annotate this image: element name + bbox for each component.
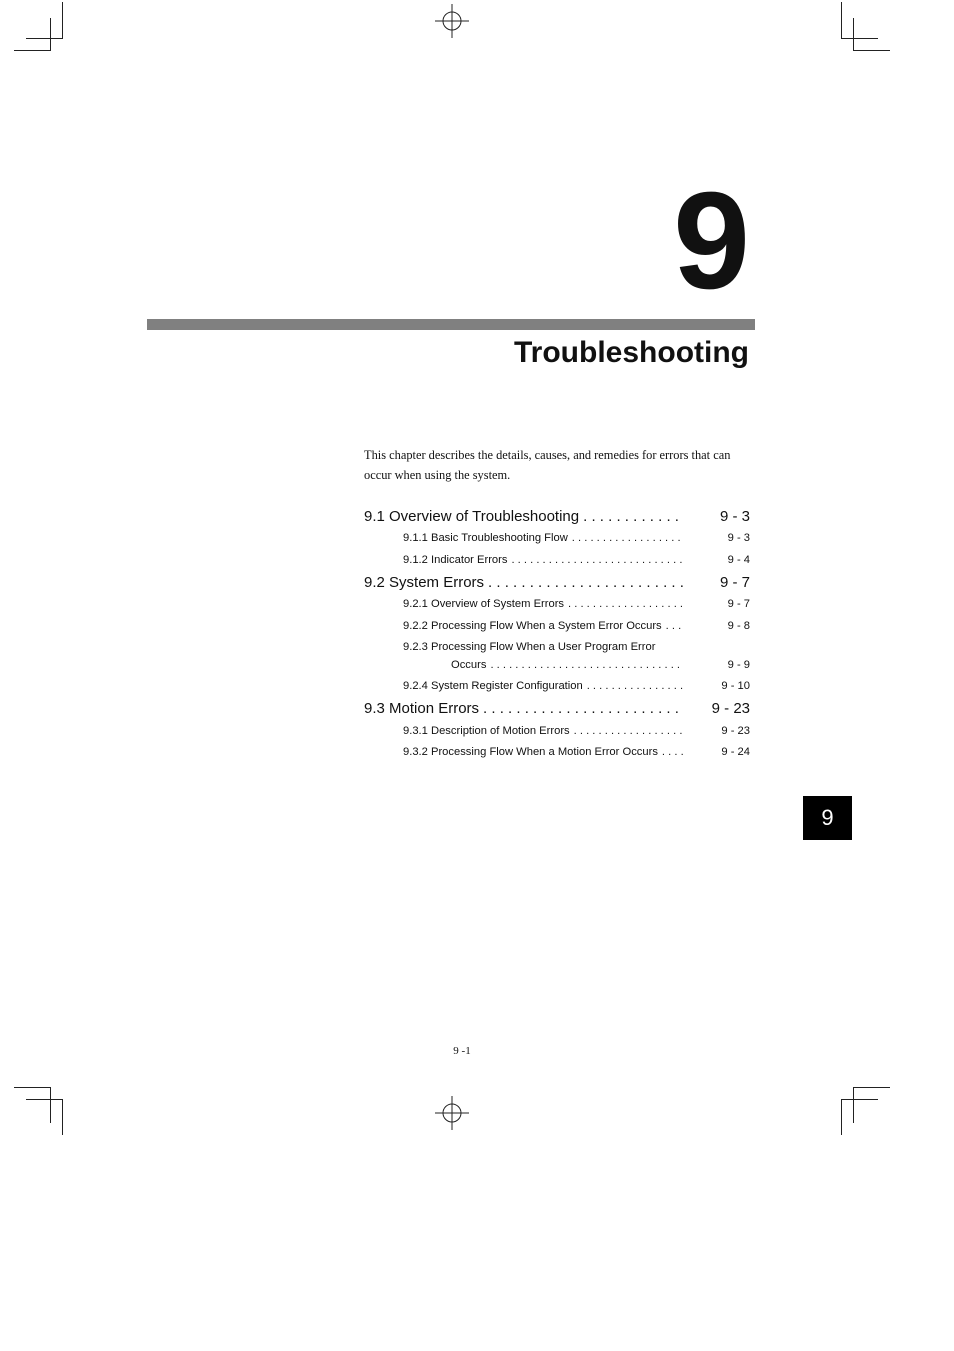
crop-mark-top-right-h2 [853,50,890,51]
toc-entry-9-1-1[interactable] [364,532,750,544]
toc-leader [490,659,684,671]
toc-page: 9 - 3 [727,532,750,544]
toc-page: 9 - 7 [727,598,750,610]
toc-label: 9.2.2 Processing Flow When a System Error Occurs [403,620,662,632]
toc-page: 9 - 7 [719,574,750,591]
toc-leader [666,620,684,632]
crop-mark-bottom-right-h [853,1087,890,1088]
crop-mark-top-right-h [841,38,878,39]
chapter-number: 9 [673,164,748,318]
toc-label: 9.2.1 Overview of System Errors [403,598,565,610]
toc-leader [587,680,684,692]
toc-leader [488,574,684,591]
toc-label: 9.1 Overview of Troubleshooting [364,508,580,525]
toc-label: 9.2 System Errors [364,574,485,591]
page-number: 9 -1 [453,1045,471,1057]
crop-mark-top-right-v2 [853,18,854,51]
toc-page: 9 - 4 [727,554,750,566]
crop-mark-top-right-v [841,2,842,38]
toc-label: 9.1.2 Indicator Errors [403,554,508,566]
chapter-title: Troubleshooting [514,336,749,369]
crop-mark-top-left-h [14,50,50,51]
toc-page: 9 - 9 [727,659,750,671]
toc-leader [483,700,684,717]
toc-leader [572,532,684,544]
crop-mark-bottom-right-v2 [841,1099,842,1135]
crop-mark-top-left-v2 [62,2,63,38]
registration-mark-top-icon [435,4,469,38]
crop-mark-bottom-left-h2 [26,1099,63,1100]
toc-entry-9-3-2[interactable] [364,746,750,758]
toc-entry-9-1-2[interactable] [364,554,750,566]
toc-label: 9.1.1 Basic Troubleshooting Flow [403,532,568,544]
chapter-thumb-tab: 9 [803,796,852,840]
toc-page: 9 - 23 [711,700,750,717]
toc-label: 9.3 Motion Errors [364,700,480,717]
toc-page: 9 - 3 [719,508,750,525]
toc-label: 9.3.1 Description of Motion Errors [403,725,570,737]
toc-entry-9-2-1[interactable] [364,598,750,610]
crop-mark-bottom-left-v [50,1087,51,1123]
toc-entry-9-2-3-cont[interactable] [364,659,750,671]
chapter-rule [147,319,755,330]
toc-entry-9-2[interactable] [364,574,750,591]
toc-label: 9.2.3 Processing Flow When a User Program Error [403,641,656,653]
chapter-intro: This chapter describes the details, causes, and remedies for errors that can occur when using the system. [364,448,731,482]
toc-entry-9-1[interactable] [364,508,750,525]
crop-mark-bottom-right-h2 [841,1099,878,1100]
registration-mark-bottom-icon [435,1096,469,1130]
toc-entry-9-2-4[interactable] [364,680,750,692]
toc-entry-9-2-2[interactable] [364,620,750,632]
crop-mark-bottom-right-v [853,1087,854,1123]
crop-mark-bottom-left-v2 [62,1099,63,1135]
crop-mark-bottom-left-h [14,1087,50,1088]
toc-entry-9-3-1[interactable] [364,725,750,737]
crop-mark-top-left-v [50,18,51,51]
toc-label: 9.2.4 System Register Configuration [403,680,583,692]
toc-leader [574,725,684,737]
toc-page: 9 - 24 [721,746,750,758]
toc-entry-9-2-3[interactable] [364,641,750,653]
toc-page: 9 - 10 [721,680,750,692]
toc-page: 9 - 8 [727,620,750,632]
toc-page: 9 - 23 [721,725,750,737]
toc-leader [662,746,684,758]
crop-mark-top-left-h2 [26,38,63,39]
toc-leader [511,554,684,566]
toc-leader [583,508,684,525]
toc-label: Occurs [451,659,487,671]
toc-entry-9-3[interactable] [364,700,750,717]
toc-leader [568,598,684,610]
toc-label: 9.3.2 Processing Flow When a Motion Error Occurs [403,746,658,758]
